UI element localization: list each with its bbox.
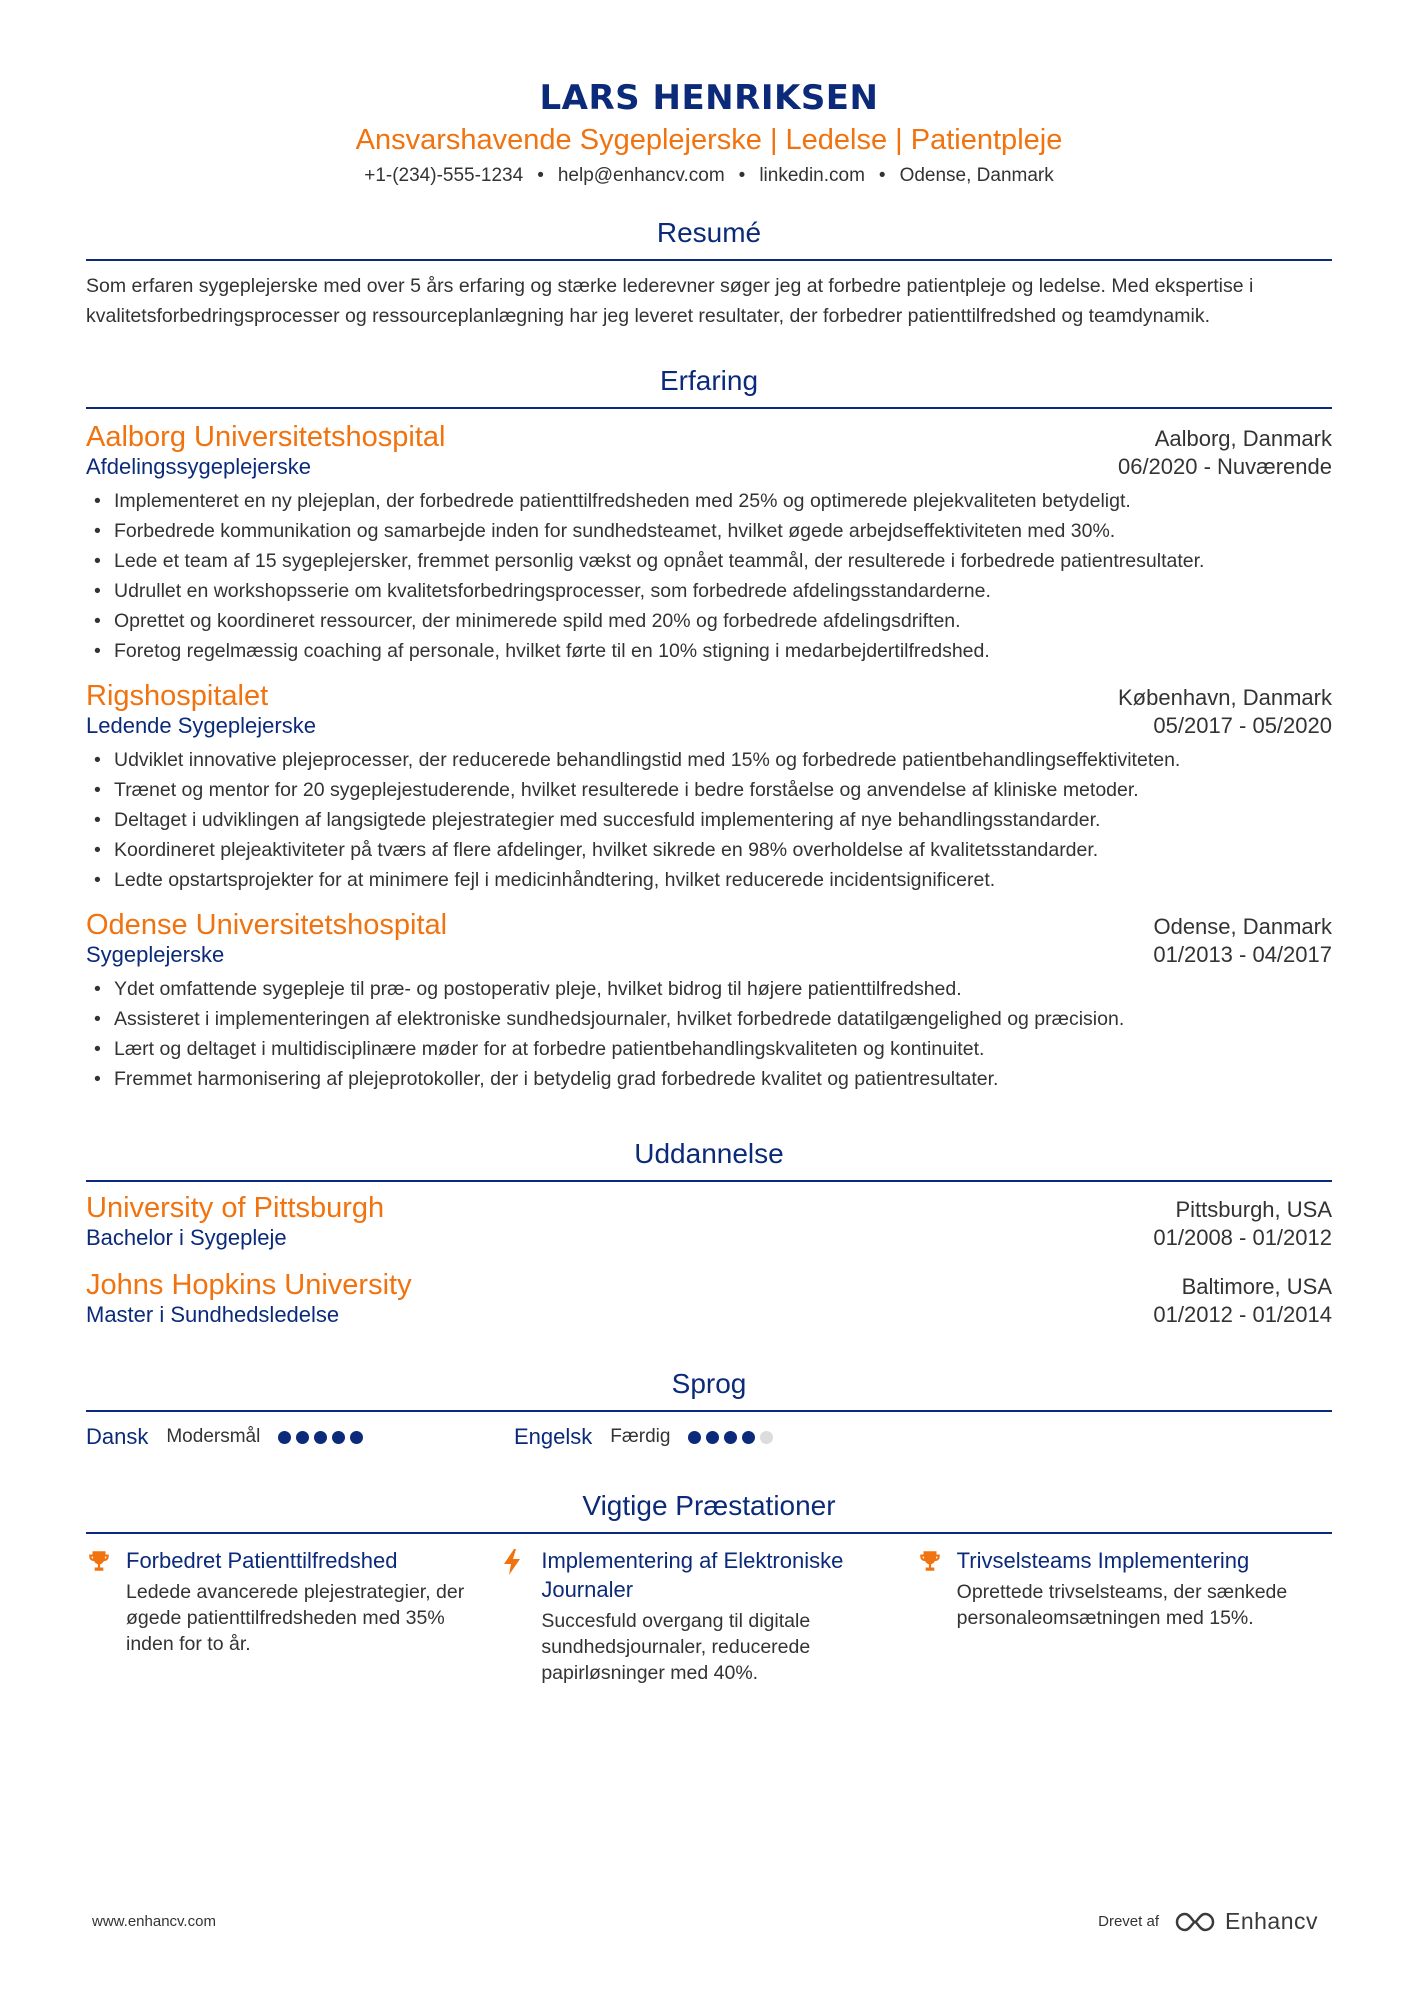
- list-item: • Udrullet en workshopsserie om kvalitetsforbedringsprocesser, som forbedrede afdelingsstandarderne.: [86, 576, 1332, 606]
- school-location: Pittsburgh, USA: [1175, 1197, 1332, 1222]
- language-item: [86, 1424, 514, 1450]
- education-dates: 01/2012 - 01/2014: [1153, 1302, 1332, 1327]
- summary-section: [86, 217, 1332, 331]
- lightning-icon: [501, 1546, 541, 1686]
- list-item: • Fremmet harmonisering af plejeprotokoller, der i betydelig grad forbedrede kvalitet og patientresultater.: [86, 1064, 1332, 1094]
- list-item: • Lede et team af 15 sygeplejersker, fremmet personlig vækst og opnået teammål, der resulterede i forbedrede patientresultater.: [86, 546, 1332, 576]
- language-level: Modersmål: [166, 1426, 261, 1447]
- education-entry: [86, 1192, 1332, 1251]
- job-location: Aalborg, Danmark: [1154, 426, 1332, 451]
- contact-info: [86, 165, 1332, 187]
- experience-entry: [86, 680, 1332, 895]
- rating-dot-filled: [332, 1431, 345, 1444]
- job-location: Odense, Danmark: [1153, 914, 1332, 939]
- education-section: [86, 1138, 1332, 1328]
- contact-location: Odense, Danmark: [899, 165, 1054, 186]
- achievement-item: [501, 1546, 916, 1686]
- job-dates: 06/2020 - Nuværende: [1117, 454, 1332, 479]
- experience-entry: [86, 421, 1332, 666]
- degree: Master i Sundhedsledelse: [86, 1302, 340, 1327]
- school-name: University of Pittsburgh: [86, 1192, 385, 1224]
- school-name: Johns Hopkins University: [86, 1269, 412, 1301]
- list-item: • Ydet omfattende sygepleje til præ- og postoperativ pleje, hvilket bidrog til højere patienttilfredshed.: [86, 974, 1332, 1004]
- list-item: • Implementeret en ny plejeplan, der forbedrede patienttilfredsheden med 25% og optimerede plejekvaliteten betydeligt.: [86, 486, 1332, 516]
- experience-section: [86, 365, 1332, 1094]
- candidate-name: LARS HENRIKSEN: [539, 78, 879, 118]
- job-role: Sygeplejerske: [86, 942, 225, 967]
- candidate-subtitle: Ansvarshavende Sygeplejerske | Ledelse | Patientpleje: [355, 124, 1063, 156]
- company-name: Odense Universitetshospital: [86, 909, 448, 941]
- achievement-title: Implementering af Elektroniske Journaler: [541, 1548, 844, 1602]
- achievement-item: [917, 1546, 1332, 1686]
- experience-entry: [86, 909, 1332, 1094]
- language-rating: [688, 1431, 773, 1444]
- resume-page: [86, 0, 1332, 1995]
- summary-text: Som erfaren sygeplejerske med over 5 års erfaring og stærke lederevner søger jeg at forbedre patientpleje og ledelse. Med ekspertise i kvalitetsforbedringsprocesser og ressourceplanlægning har jeg leveret resultater, der forbedrer patienttilfredshed og teamdynamik.: [86, 275, 1254, 327]
- company-name: Rigshospitalet: [86, 680, 269, 712]
- rating-dot-filled: [296, 1431, 309, 1444]
- section-title-education: Uddannelse: [86, 1138, 1332, 1182]
- rating-dot-filled: [688, 1431, 701, 1444]
- rating-dot-filled: [742, 1431, 755, 1444]
- list-item: • Oprettet og koordineret ressourcer, der minimerede spild med 20% og forbedrede afdelingsdriften.: [86, 606, 1332, 636]
- education-entry: [86, 1269, 1332, 1328]
- achievement-desc: Ledede avancerede plejestrategier, der øgede patienttilfredsheden med 35% inden for to år.: [126, 1581, 465, 1655]
- trophy-icon: [917, 1546, 957, 1686]
- languages-section: [86, 1368, 1332, 1450]
- language-name: Engelsk: [514, 1424, 593, 1449]
- footer-url[interactable]: www.enhancv.com: [92, 1913, 216, 1930]
- language-rating: [278, 1431, 363, 1444]
- list-item: • Deltaget i udviklingen af langsigtede plejestrategier med succesfuld implementering af nye behandlingsstandarder.: [86, 805, 1332, 835]
- list-item: • Ledte opstartsprojekter for at minimere fejl i medicinhåndtering, hvilket reducerede incidentsignificeret.: [86, 865, 1332, 895]
- achievements-list: [86, 1546, 1332, 1686]
- brand-name: Enhancv: [1224, 1908, 1318, 1934]
- enhancv-logo[interactable]: [1173, 1908, 1318, 1935]
- rating-dot-empty: [760, 1431, 773, 1444]
- page-footer: [92, 1908, 1318, 1935]
- trophy-icon: [86, 1546, 126, 1686]
- achievements-section: [86, 1490, 1332, 1686]
- footer-brand: [1098, 1908, 1318, 1935]
- job-location: København, Danmark: [1118, 685, 1332, 710]
- job-bullets: [86, 745, 1332, 895]
- language-item: [514, 1424, 942, 1450]
- achievement-title: Forbedret Patienttilfredshed: [126, 1548, 398, 1573]
- section-title-summary: Resumé: [86, 217, 1332, 261]
- section-title-experience: Erfaring: [86, 365, 1332, 409]
- contact-separator: •: [738, 165, 746, 186]
- job-bullets: [86, 486, 1332, 666]
- rating-dot-filled: [706, 1431, 719, 1444]
- job-dates: 01/2013 - 04/2017: [1153, 942, 1332, 967]
- school-location: Baltimore, USA: [1181, 1274, 1332, 1299]
- education-dates: 01/2008 - 01/2012: [1153, 1225, 1332, 1250]
- list-item: • Lært og deltaget i multidisciplinære møder for at forbedre patientbehandlingskvaliteten og kontinuitet.: [86, 1034, 1332, 1064]
- resume-header: [86, 0, 1332, 187]
- footer-powered-by: Drevet af: [1098, 1913, 1159, 1930]
- rating-dot-filled: [278, 1431, 291, 1444]
- list-item: • Koordineret plejeaktiviteter på tværs af flere afdelinger, hvilket sikrede en 98% overholdelse af kvalitetsstandarder.: [86, 835, 1332, 865]
- language-level: Færdig: [610, 1426, 671, 1447]
- infinity-icon: [1173, 1910, 1217, 1934]
- achievement-title: Trivselsteams Implementering: [956, 1548, 1250, 1573]
- list-item: • Assisteret i implementeringen af elektroniske sundhedsjournaler, hvilket forbedrede datatilgængelighed og præcision.: [86, 1004, 1332, 1034]
- list-item: • Trænet og mentor for 20 sygeplejestuderende, hvilket resulterede i bedre forståelse og anvendelse af kliniske metoder.: [86, 775, 1332, 805]
- rating-dot-filled: [314, 1431, 327, 1444]
- rating-dot-filled: [724, 1431, 737, 1444]
- contact-phone: +1-(234)-555-1234: [364, 165, 524, 186]
- contact-linkedin[interactable]: linkedin.com: [759, 165, 865, 186]
- contact-separator: •: [537, 165, 544, 186]
- rating-dot-filled: [350, 1431, 363, 1444]
- list-item: • Foretog regelmæssig coaching af personale, hvilket førte til en 10% stigning i medarbejdertilfredshed.: [86, 636, 1332, 666]
- languages-list: [86, 1424, 1332, 1450]
- job-role: Ledende Sygeplejerske: [86, 713, 316, 738]
- company-name: Aalborg Universitetshospital: [86, 421, 446, 453]
- section-title-achievements: Vigtige Præstationer: [86, 1490, 1332, 1534]
- job-dates: 05/2017 - 05/2020: [1153, 713, 1332, 738]
- section-title-languages: Sprog: [86, 1368, 1332, 1412]
- job-bullets: [86, 974, 1332, 1094]
- contact-email[interactable]: help@enhancv.com: [557, 165, 725, 186]
- contact-separator: •: [878, 165, 886, 186]
- achievement-desc: Oprettede trivselsteams, der sænkede personaleomsætningen med 15%.: [956, 1581, 1288, 1629]
- achievement-desc: Succesfuld overgang til digitale sundhedsjournaler, reducerede papirløsninger med 40%.: [541, 1610, 811, 1684]
- job-role: Afdelingssygeplejerske: [86, 454, 312, 479]
- language-name: Dansk: [86, 1424, 149, 1449]
- list-item: • Forbedrede kommunikation og samarbejde inden for sundhedsteamet, hvilket øgede arbejdseffektiviteten med 30%.: [86, 516, 1332, 546]
- degree: Bachelor i Sygepleje: [86, 1225, 287, 1250]
- list-item: • Udviklet innovative plejeprocesser, der reducerede behandlingstid med 15% og forbedrede patientbehandlingseffektiviteten.: [86, 745, 1332, 775]
- achievement-item: [86, 1546, 501, 1686]
